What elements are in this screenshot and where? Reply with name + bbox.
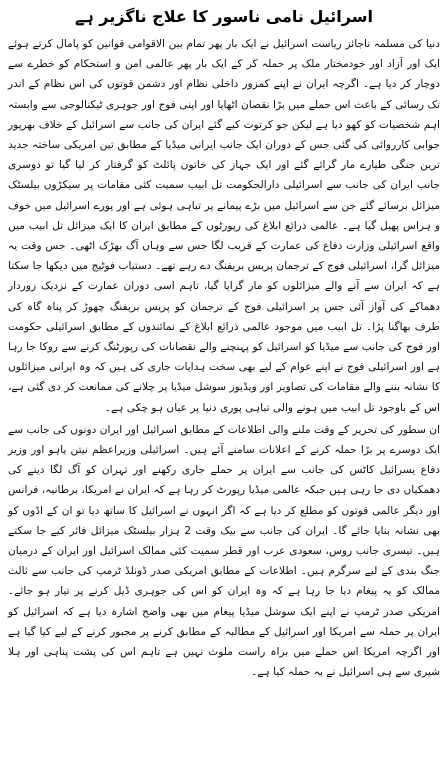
article-headline: اسرائیل نامی ناسور کا علاج ناگزیر ہے [75, 7, 373, 26]
article-paragraph-2: ان سطور کی تحریر کے وقت ملنے والی اطلاعات کے مطابق اسرائیل اور ایران دونوں کی جانب سے ایک دوسرے پر بڑا حملہ کرنے کے اعلانات سامنے آئے ہیں۔ اسرائیلی وزیراعظم نیتن یاہو اور وزیر دفاع یسرائیل کاٹس کی جانب سے ایران پر حملے جاری رکھنے اور تہران کو آگ لگا دینے کی دھمکیاں دی جا رہی ہیں جبکہ عالمی میڈیا رپورٹ کر رہا ہے کہ ایران نے امریکا، برطانیہ، فرانس اور دیگر عالمی قوتوں کو مطلع کر دیا ہے کہ اگر انہوں نے اسرائیل کا ساتھ دیا تو ان کے اڈوں کو بھی نشانہ بنایا جائے گا۔ ایران کی جانب سے بیک وقت 2 ہزار بیلسٹک میزائل فائر کیے جا سکتے ہیں۔ تیسری جانب روس، سعودی عرب اور قطر سمیت کئی ممالک اسرائیل اور ایران کے درمیان جنگ بندی کے لیے سرگرم ہیں۔ اطلاعات کے مطابق امریکی صدر ڈونلڈ ٹرمپ کی جانب سے ثالث ممالک کو یہ پیغام دیا جا رہا ہے کہ وہ ایران کو اس کی جوہری ڈیل کرنے پر تیار ہو جائے۔ امریکی صدر ٹرمپ نے اپنے ایک سوشل میڈیا پیغام میں بھی واضح اشارہ دیا ہے کہ اسرائیل کو ایران پر حملہ سے امریکا اور اسرائیل کے مطالبہ کے مطابق کرنے پر مجبور کرنے کے لیے کیا گیا ہے اور اگرچہ امریکا اس حملے میں براہ راست ملوث نہیں ہے تاہم اس کی پشت پناہی اور ہلا شیری سے ہی اسرائیل نے یہ حملہ کیا ہے۔ [8, 423, 440, 679]
article-paragraph-1: دنیا کی مسلمہ ناجائز ریاست اسرائیل نے ایک بار پھر تمام بین الاقوامی قوانین کو پامال کرتے ہوئے ایک اور آزاد اور خودمختار ملک پر حملہ کر کے ایک بار پھر عالمی امن و استحکام کو خطرے سے دوچار کر دیا ہے۔ اگرچہ ایران نے اپنے کمزور داخلی نظام اور دشمن قوتوں کی اس نظام کے اندر تک رسائی کے باعث اس حملے میں بڑا نقصان اٹھایا اور اپنی فوج اور جوہری ٹیکنالوجی سے وابستہ اہم شخصیات کو کھو دیا ہے لیکن جو کرتوت کیے گئے ایران کی جانب سے اسرائیل کے خلاف بھرپور جوابی کارروائی کی گئی جس کے دوران ایک جانب ایرانی میڈیا کے مطابق تین امریکی ساختہ جدید ترین جنگی طیارے مار گرائے گئے اور ایک جہاز کی خاتون پائلٹ کو گرفتار کر لیا گیا تو دوسری جانب ایران کی جانب سے اسرائیلی دارالحکومت تل ابیب سمیت کئی مقامات پر سیکڑوں بیلسٹک میزائل برسائے گئے جن سے اسرائیل میں بڑے پیمانے پر تباہی ہوئی ہے اور پورے اسرائیل میں خوف و ہراس پھیل گیا ہے۔ عالمی ذرائع ابلاغ کی رپورٹوں کے مطابق ایران کا ایک میزائل تل ابیب میں واقع اسرائیلی وزارت دفاع کی عمارت کے قریب لگا جس سے وہاں آگ بھڑک اٹھی۔ جس وقت یہ میزائل گرا، اسرائیلی فوج کے ترجمان پریس بریفنگ دے رہے تھے۔ دستیاب فوٹیج میں دیکھا جا سکتا ہے کہ ایران سے آنے والے میزائلوں کو مار گرایا گیا، تاہم اسی دوران عمارت کے نزدیک زوردار دھماکے کی آواز آئی جس پر اسرائیلی فوج کے ترجمان کو پریس بریفنگ چھوڑ کر پناہ گاہ کی طرف بھاگنا پڑا۔ تل ابیب میں موجود عالمی ذرائع ابلاغ کے نمائندوں کے مطابق اسرائیلی حکومت اور فوج کی جانب سے میڈیا کو اسرائیل کو پہنچنے والے نقصانات کی رپورٹنگ کرنے سے روکا جا رہا ہے اور اسرائیلی فوج نے اپنے عوام کے لیے بھی سخت ہدایات جاری کی ہیں کہ وہ ایرانی میزائلوں کا نشانہ بننے والے مقامات کی تصاویر اور ویڈیوز سوشل میڈیا پر چلانے کی ممانعت کر دی گئی ہے، اس کے باوجود تل ابیب میں ہونے والی تباہی پوری دنیا پر عیاں ہو چکی ہے۔ [8, 38, 440, 414]
